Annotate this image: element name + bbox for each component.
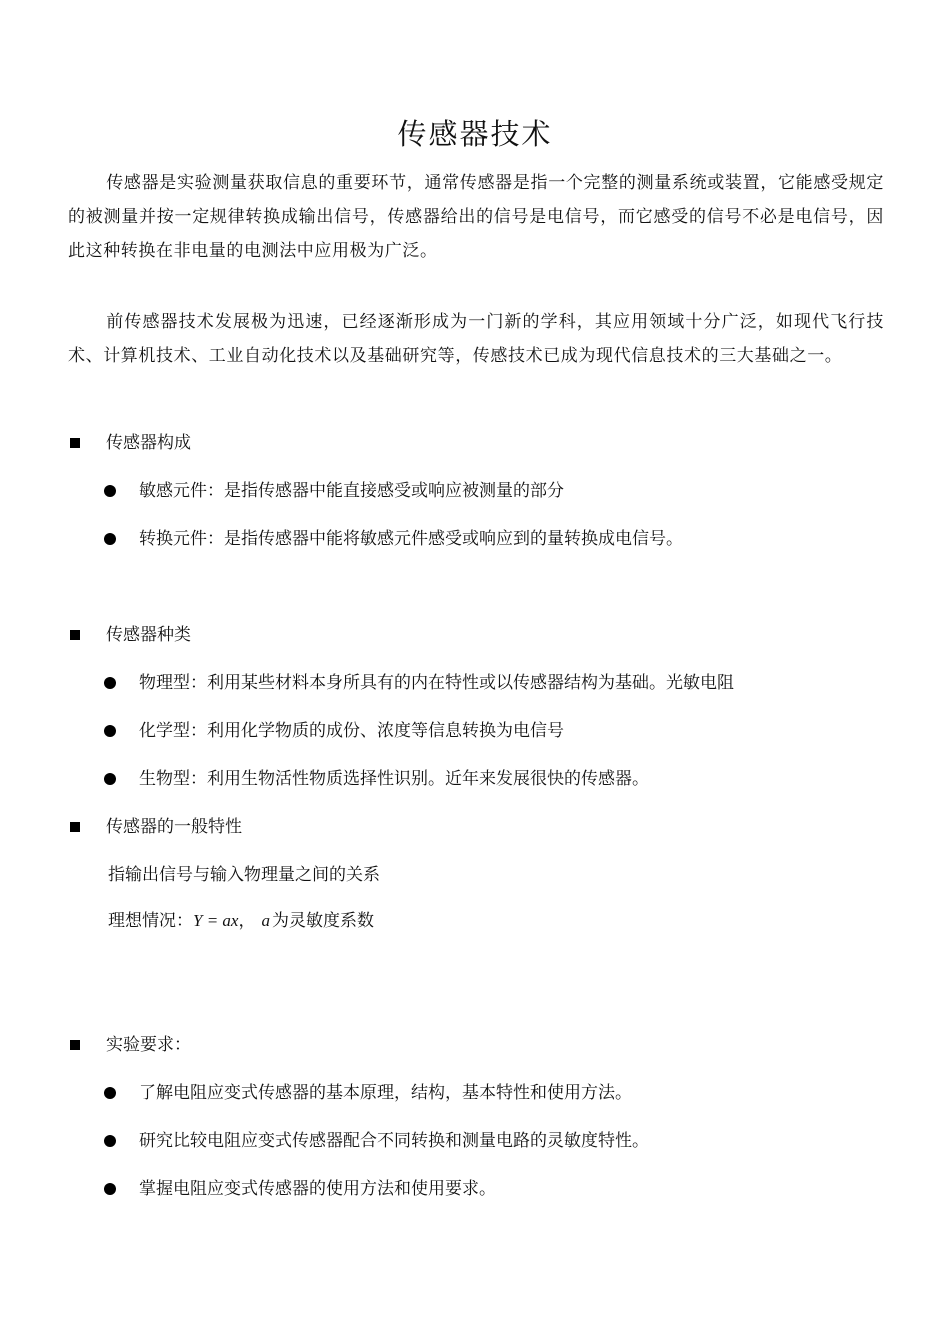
ideal-case-line bbox=[0, 906, 950, 936]
list-item-text: 生物型：利用生物活性物质选择性识别。近年来发展很快的传感器。 bbox=[139, 769, 649, 789]
round-bullet-icon bbox=[104, 533, 116, 545]
list-item bbox=[0, 1078, 950, 1108]
section-heading-composition bbox=[0, 428, 950, 458]
list-item-text: 掌握电阻应变式传感器的使用方法和使用要求。 bbox=[139, 1179, 496, 1199]
list-item bbox=[0, 764, 950, 794]
section-heading-requirements bbox=[0, 1030, 950, 1060]
list-item-text: 敏感元件：是指传感器中能直接感受或响应被测量的部分 bbox=[139, 481, 564, 501]
section-heading-text: 传感器种类 bbox=[106, 625, 191, 645]
list-item-text: 了解电阻应变式传感器的基本原理，结构，基本特性和使用方法。 bbox=[139, 1083, 632, 1103]
characteristic-description: 指输出信号与输入物理量之间的关系 bbox=[108, 865, 380, 885]
section-heading-text: 传感器构成 bbox=[106, 433, 191, 453]
square-bullet-icon bbox=[70, 438, 80, 448]
round-bullet-icon bbox=[104, 725, 116, 737]
page-title: 传感器技术 bbox=[397, 117, 553, 151]
list-item-text: 研究比较电阻应变式传感器配合不同转换和测量电路的灵敏度特性。 bbox=[139, 1131, 649, 1151]
formula-separator: ， bbox=[238, 911, 256, 931]
section-heading-text: 实验要求： bbox=[106, 1035, 191, 1055]
intro-paragraph-1: 传感器是实验测量获取信息的重要环节，通常传感器是指一个完整的测量系统或装置，它能感受规定的被测量并按一定规律转换成输出信号，传感器给出的信号是电信号，而它感受的信号不必是电信号，因此这种转换在非电量的电测法中应用极为广泛。 bbox=[68, 173, 884, 261]
intro-paragraph-2: 前传感器技术发展极为迅速，已经逐渐形成为一门新的学科，其应用领域十分广泛，如现代飞行技术、计算机技术、工业自动化技术以及基础研究等，传感技术已成为现代信息技术的三大基础之一。 bbox=[68, 312, 884, 366]
section-heading-characteristics bbox=[0, 812, 950, 842]
round-bullet-icon bbox=[104, 1087, 116, 1099]
round-bullet-icon bbox=[104, 1183, 116, 1195]
section-heading-text: 传感器的一般特性 bbox=[106, 817, 242, 837]
list-item-text: 物理型：利用某些材料本身所具有的内在特性或以传感器结构为基础。光敏电阻 bbox=[139, 673, 734, 693]
characteristic-line bbox=[0, 860, 950, 890]
formula: Y = ax bbox=[193, 911, 239, 930]
square-bullet-icon bbox=[70, 822, 80, 832]
square-bullet-icon bbox=[70, 1040, 80, 1050]
round-bullet-icon bbox=[104, 677, 116, 689]
list-item bbox=[0, 716, 950, 746]
section-heading-types bbox=[0, 620, 950, 650]
round-bullet-icon bbox=[104, 773, 116, 785]
list-item bbox=[0, 1174, 950, 1204]
ideal-case-suffix: 为灵敏度系数 bbox=[271, 911, 374, 931]
list-item bbox=[0, 476, 950, 506]
list-item-text: 转换元件：是指传感器中能将敏感元件感受或响应到的量转换成电信号。 bbox=[139, 529, 683, 549]
square-bullet-icon bbox=[70, 630, 80, 640]
coefficient-symbol: a bbox=[261, 911, 270, 930]
list-item bbox=[0, 668, 950, 698]
round-bullet-icon bbox=[104, 1135, 116, 1147]
ideal-case-text bbox=[108, 906, 374, 936]
list-item bbox=[0, 1126, 950, 1156]
round-bullet-icon bbox=[104, 485, 116, 497]
ideal-case-prefix: 理想情况： bbox=[108, 911, 193, 931]
list-item bbox=[0, 524, 950, 554]
list-item-text: 化学型：利用化学物质的成份、浓度等信息转换为电信号 bbox=[139, 721, 564, 741]
